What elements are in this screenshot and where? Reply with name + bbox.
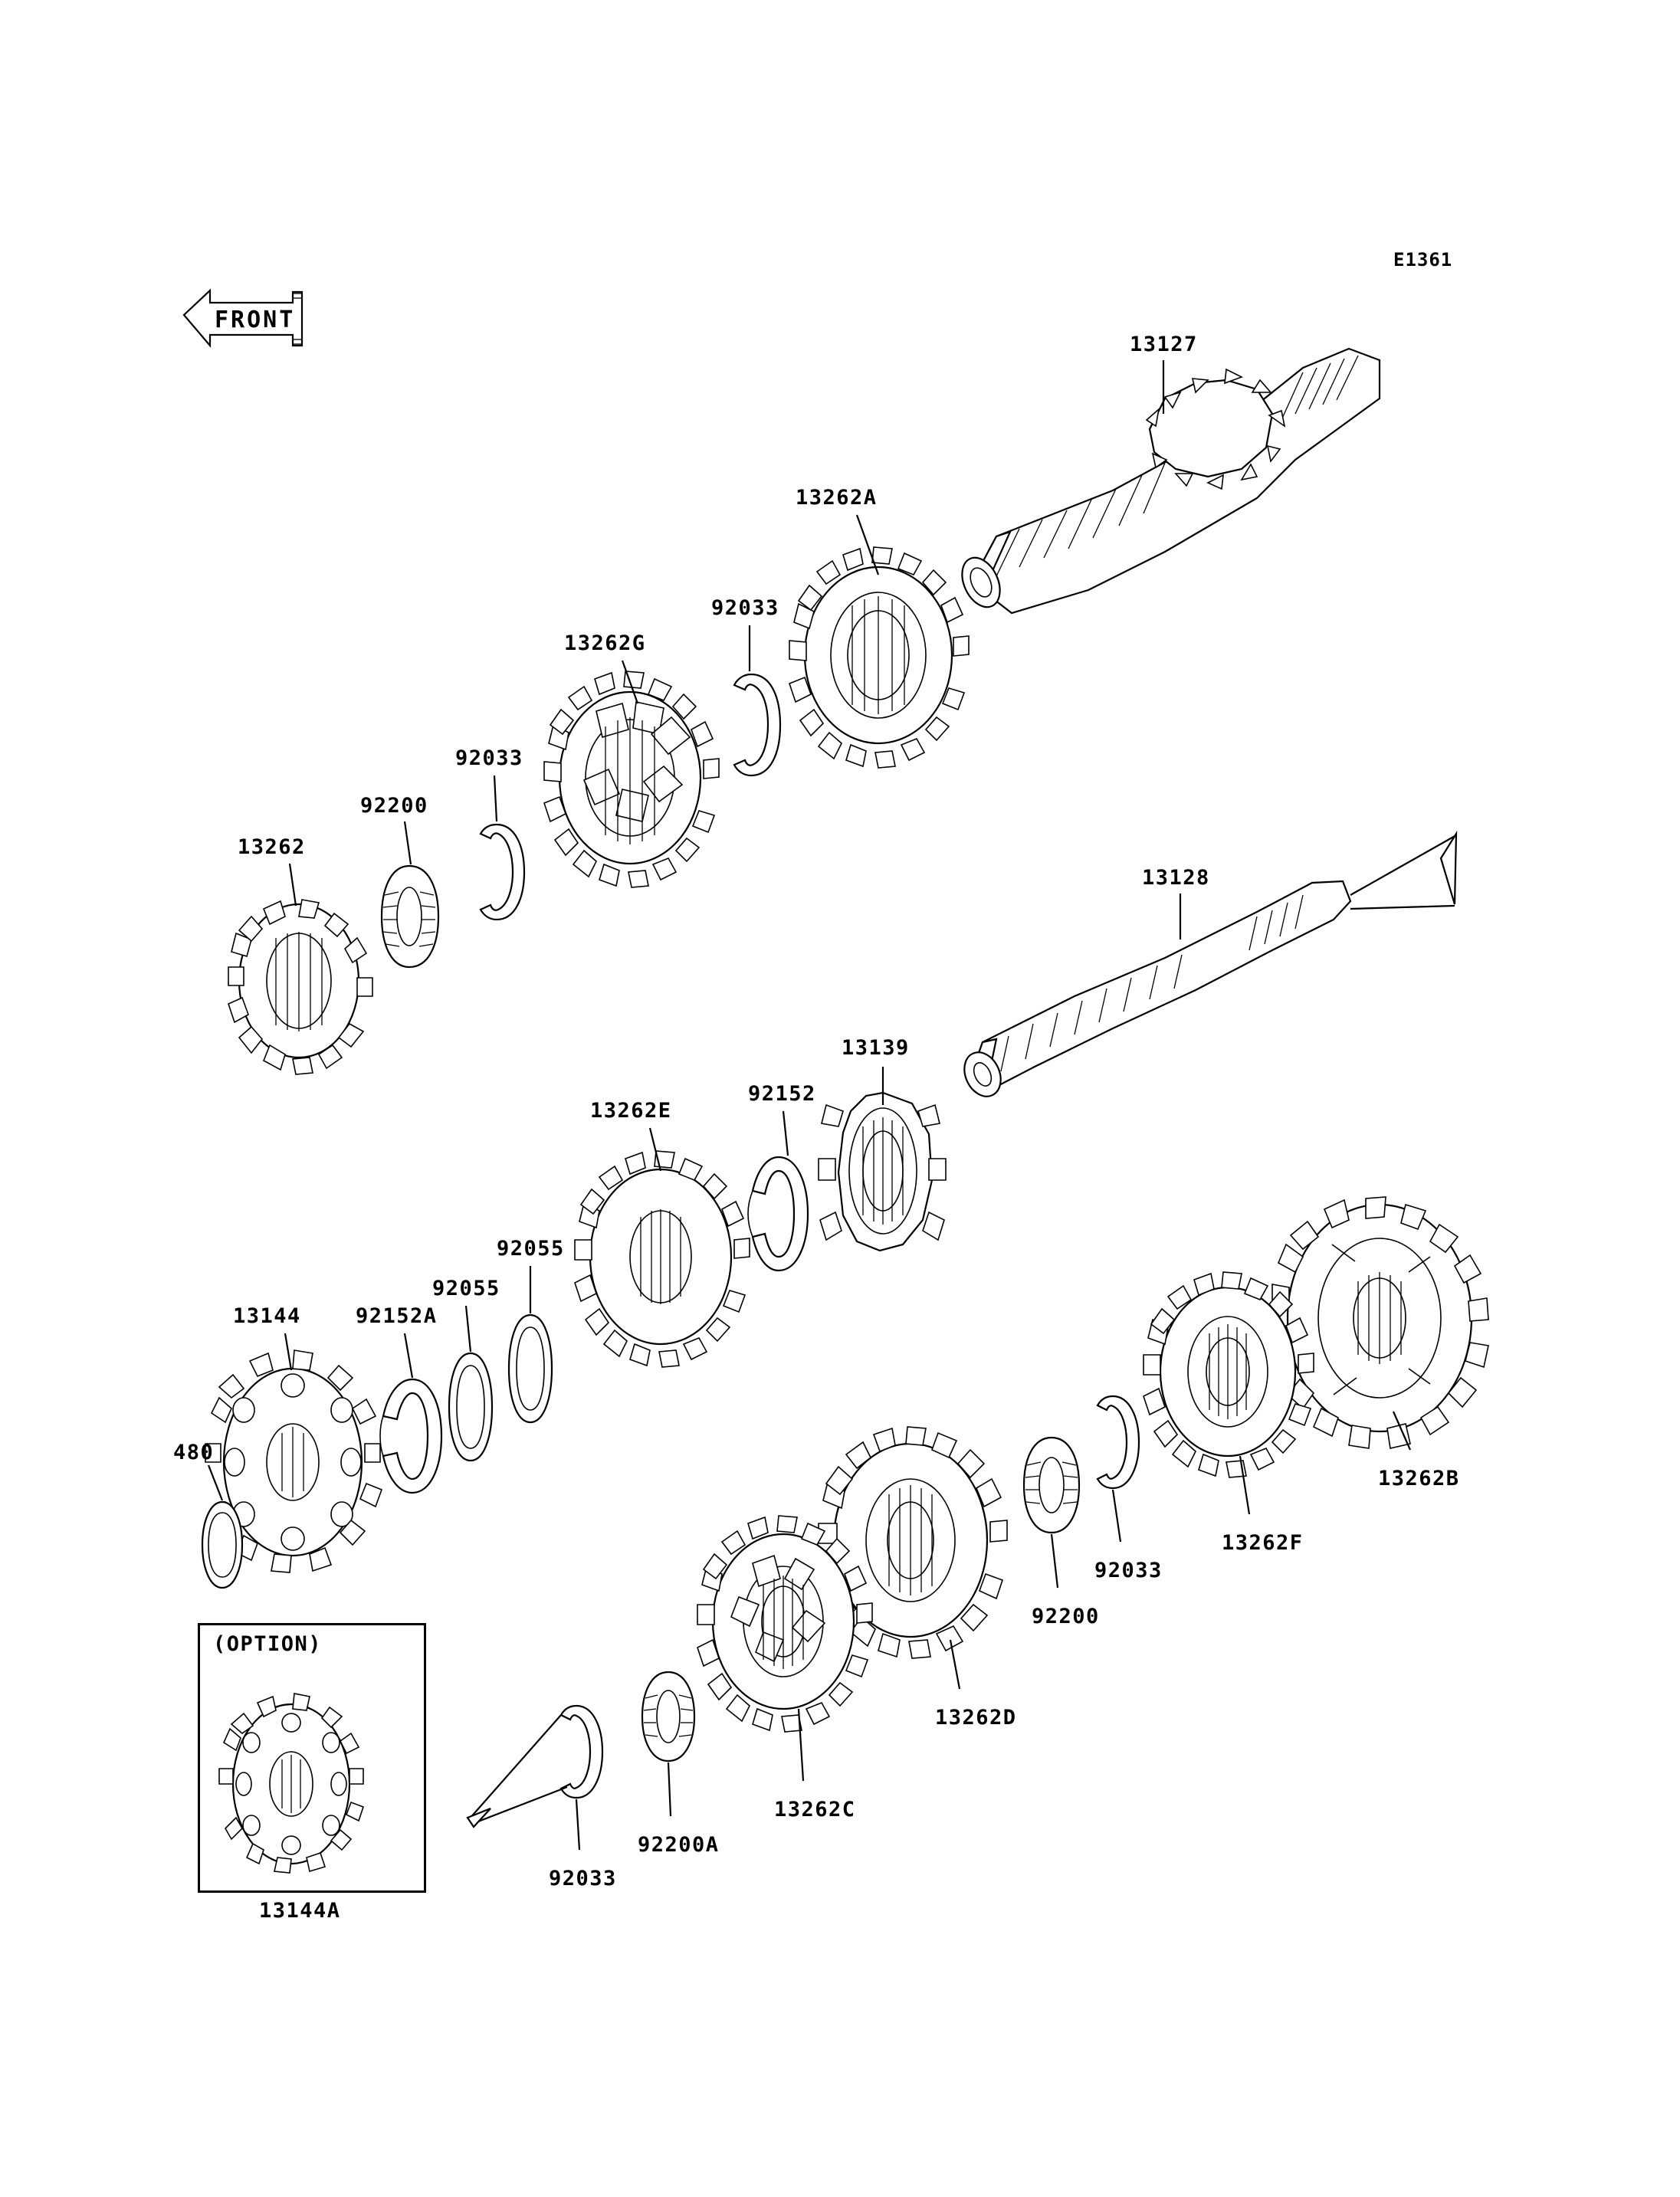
callout-13262D: 13262D	[935, 1706, 1017, 1730]
callout-13144: 13144	[233, 1304, 301, 1328]
part-92152-collar	[748, 1157, 808, 1271]
callout-13127: 13127	[1130, 333, 1198, 356]
part-13262F-gear	[1144, 1272, 1314, 1477]
callout-92200-1: 92200	[360, 794, 428, 818]
part-92055-oring-1	[509, 1315, 552, 1422]
callout-92152A: 92152A	[356, 1304, 438, 1328]
part-480-clip	[202, 1502, 242, 1588]
part-13139-coupling	[819, 1093, 946, 1251]
callout-13128: 13128	[1142, 866, 1210, 890]
part-92152A-collar	[380, 1379, 441, 1493]
callout-13139: 13139	[842, 1036, 910, 1060]
callout-92152: 92152	[748, 1082, 816, 1106]
part-92200-washer-1	[382, 866, 438, 967]
part-92200A-washer	[642, 1672, 694, 1761]
callout-92055-2: 92055	[432, 1277, 500, 1300]
callout-13262C: 13262C	[774, 1798, 856, 1822]
option-panel	[198, 1623, 426, 1893]
callout-92055-1: 92055	[497, 1237, 565, 1261]
callout-13262A: 13262A	[796, 486, 878, 510]
callout-92200-2: 92200	[1032, 1605, 1100, 1628]
callout-13262: 13262	[238, 835, 306, 859]
part-92055-oring-2	[449, 1353, 492, 1461]
part-13262-gear	[228, 900, 372, 1074]
callout-92033-2: 92033	[455, 746, 523, 770]
part-92033-circlip-4	[468, 1706, 602, 1827]
part-92200-washer-2	[1024, 1438, 1079, 1533]
part-92033-circlip-1	[734, 674, 780, 776]
part-13262G-gear	[544, 671, 719, 887]
part-13262A-gear	[789, 547, 969, 768]
callout-13262E: 13262E	[590, 1099, 672, 1123]
svg-text:FRONT: FRONT	[215, 307, 296, 333]
callout-13262G: 13262G	[564, 631, 646, 655]
callout-92033-3: 92033	[1094, 1559, 1163, 1582]
sheet-code: E1361	[1393, 249, 1453, 271]
callout-13144A: 13144A	[259, 1899, 341, 1923]
part-92033-circlip-3	[1098, 1396, 1139, 1488]
part-92033-circlip-2	[481, 825, 524, 920]
callout-92033-1: 92033	[711, 596, 779, 620]
callout-13262F: 13262F	[1222, 1531, 1304, 1555]
callout-480: 480	[173, 1441, 215, 1464]
option-panel-title: (OPTION)	[213, 1632, 323, 1656]
part-13127-shaft	[955, 349, 1380, 613]
callout-13262B: 13262B	[1378, 1467, 1460, 1490]
part-13262E-gear	[575, 1151, 750, 1367]
part-13262C-gear	[697, 1516, 872, 1732]
callout-92033-4: 92033	[549, 1867, 617, 1890]
callout-92200A: 92200A	[638, 1833, 720, 1857]
